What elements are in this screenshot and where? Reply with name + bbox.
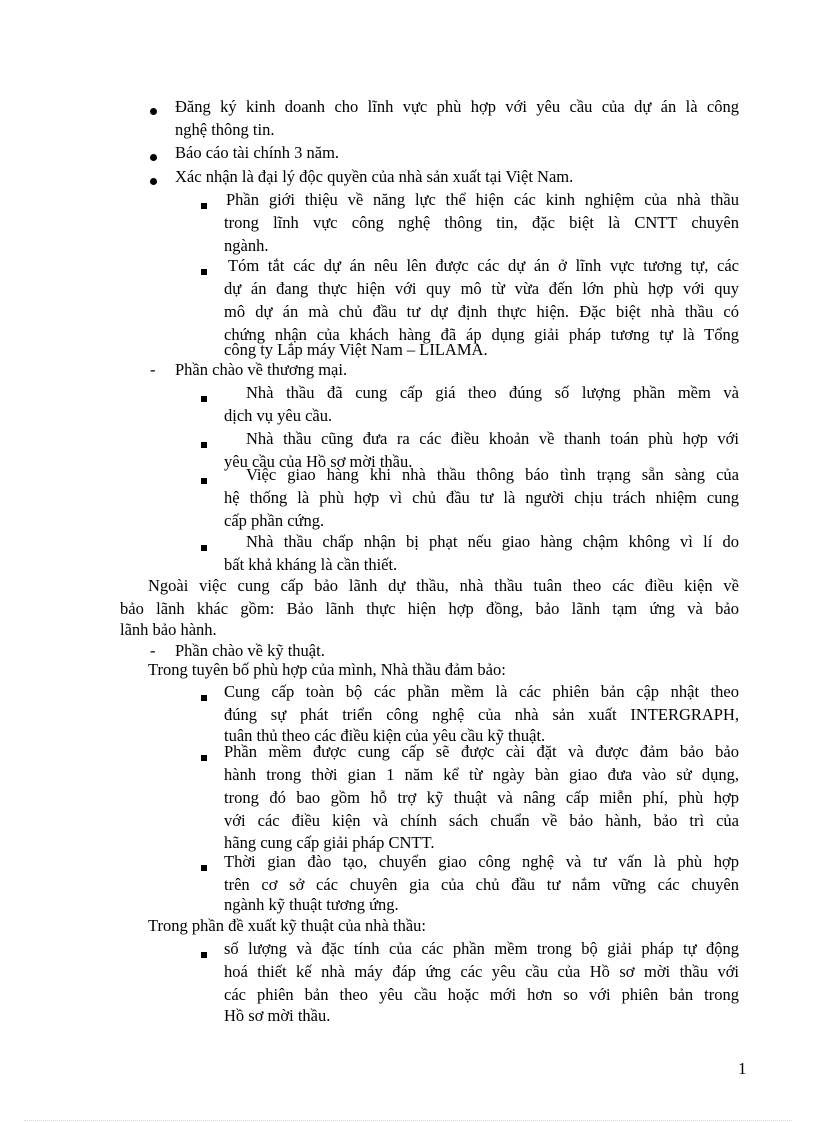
- bullet-dot: [150, 170, 157, 190]
- text-line: trên cơ sở các chuyên gia của chủ đầu tư nắm vững các chuyên: [224, 875, 739, 894]
- text-line: công ty Lắp máy Việt Nam – LILAMA.: [224, 340, 488, 359]
- text-line: Nhà thầu chấp nhận bị phạt nếu giao hàng chậm không vì lí do: [246, 532, 739, 551]
- bullet-square: [201, 536, 207, 556]
- text-line: hoá thiết kế nhà máy đáp ứng các yêu cầu của Hồ sơ mời thầu với: [224, 962, 739, 981]
- bullet-square: [201, 194, 207, 214]
- text-line: chứng nhận của khách hàng đã áp dụng giải pháp tương tự là Tổng: [224, 325, 739, 344]
- text-line: ngành kỹ thuật tương ứng.: [224, 895, 399, 914]
- bullet-square: [201, 746, 207, 766]
- text-line: Cung cấp toàn bộ các phần mềm là các phiên bản cập nhật theo: [224, 682, 739, 701]
- text-line: mô dự án mà chủ đầu tư dự định thực hiện. Đặc biệt nhà thầu có: [224, 302, 739, 321]
- bullet-square: [201, 943, 207, 963]
- text-line: Báo cáo tài chính 3 năm.: [175, 143, 340, 162]
- text-line: dự án đang thực hiện với quy mô từ vừa đến lớn phù hợp với quy: [224, 279, 739, 298]
- text-line: ngành.: [224, 236, 269, 255]
- text-line: đúng sự phát triển công nghệ của nhà sản xuất INTERGRAPH,: [224, 705, 739, 724]
- dash-marker: -: [150, 641, 156, 660]
- section-heading: Phần chào về kỹ thuật.: [175, 641, 325, 660]
- text-line: yêu cầu của Hồ sơ mời thầu.: [224, 452, 413, 471]
- bullet-square: [201, 260, 207, 280]
- bullet-square: [201, 686, 207, 706]
- paragraph-line: bảo lãnh khác gồm: Bảo lãnh thực hiện hợp đồng, bảo lãnh tạm ứng và bảo: [120, 599, 739, 618]
- text-line: Hồ sơ mời thầu.: [224, 1006, 331, 1025]
- text-line: Tóm tắt các dự án nêu lên được các dự án ở lĩnh vực tương tự, các: [228, 256, 739, 275]
- page-number: 1: [738, 1059, 747, 1078]
- text-line: hệ thống là phù hợp vì chủ đầu tư là người chịu trách nhiệm cung: [224, 488, 739, 507]
- bullet-square: [201, 387, 207, 407]
- text-line: hành trong thời gian 1 năm kể từ ngày bàn giao đưa vào sử dụng,: [224, 765, 739, 784]
- text-line: Nhà thầu cũng đưa ra các điều khoản về thanh toán phù hợp với: [246, 429, 739, 448]
- text-line: Xác nhận là đại lý độc quyền của nhà sản xuất tại Việt Nam.: [175, 167, 574, 186]
- text-line: Phần mềm được cung cấp sẽ được cài đặt và được đảm bảo bảo: [224, 742, 739, 761]
- bullet-dot: [150, 146, 157, 166]
- text-line: Phần giới thiệu về năng lực thể hiện các kinh nghiệm của nhà thầu: [226, 190, 739, 209]
- text-line: hãng cung cấp giải pháp CNTT.: [224, 833, 435, 852]
- dash-marker: -: [150, 360, 156, 379]
- bullet-square: [201, 856, 207, 876]
- text-line: số lượng và đặc tính của các phần mềm trong bộ giải pháp tự động: [224, 939, 739, 958]
- text-line: dịch vụ yêu cầu.: [224, 406, 333, 425]
- bullet-dot: [150, 100, 157, 120]
- text-line: Việc giao hàng khi nhà thầu thông báo tình trạng sẵn sàng của: [246, 465, 739, 484]
- text-line: với các điều kiện và chính sách chuẩn về bảo hành, bảo trì của: [224, 811, 739, 830]
- paragraph-line: Trong phần đề xuất kỹ thuật của nhà thầu:: [148, 916, 427, 935]
- text-line: Nhà thầu đã cung cấp giá theo đúng số lượng phần mềm và: [246, 383, 739, 402]
- text-line: trong lĩnh vực công nghệ thông tin, đặc biệt là CNTT chuyên: [224, 213, 739, 232]
- text-line: Đăng ký kinh doanh cho lĩnh vực phù hợp với yêu cầu của dự án là công: [175, 97, 739, 116]
- text-line: tuân thủ theo các điều kiện của yêu cầu kỹ thuật.: [224, 726, 546, 745]
- page-bottom-border: [24, 1120, 792, 1121]
- text-line: các phiên bản theo yêu cầu hoặc mới hơn so với phiên bản trong: [224, 985, 739, 1004]
- text-line: trong đó bao gồm hỗ trợ kỹ thuật và nâng cấp miễn phí, phù hợp: [224, 788, 739, 807]
- paragraph-line: Ngoài việc cung cấp bảo lãnh dự thầu, nhà thầu tuân theo các điều kiện về: [148, 576, 739, 595]
- paragraph-line: lãnh bảo hành.: [120, 620, 217, 639]
- text-line: cấp phần cứng.: [224, 511, 325, 530]
- text-line: bất khả kháng là cần thiết.: [224, 555, 398, 574]
- bullet-square: [201, 469, 207, 489]
- text-line: Thời gian đào tạo, chuyển giao công nghệ và tư vấn là phù hợp: [224, 852, 739, 871]
- section-heading: Phần chào về thương mại.: [175, 360, 348, 379]
- text-line: nghệ thông tin.: [175, 120, 275, 139]
- bullet-square: [201, 433, 207, 453]
- paragraph-line: Trong tuyên bố phù hợp của mình, Nhà thầu đảm bảo:: [148, 660, 506, 679]
